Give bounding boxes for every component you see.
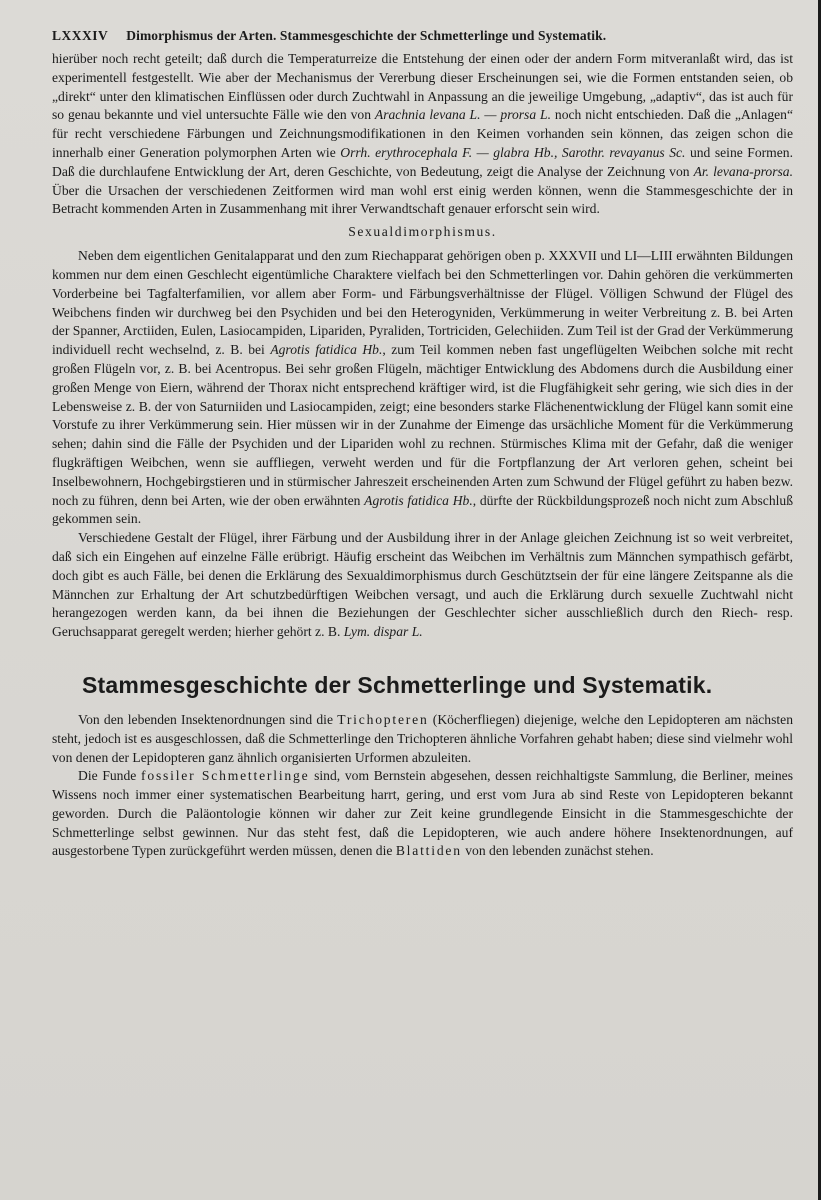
paragraph-5: [52, 767, 793, 861]
paragraph-3: [52, 529, 793, 642]
text-run: , dürfte der Rückbildungsprozeß noch nicht zum Abschluß gekommen sein.: [52, 492, 793, 527]
chapter-heading: Stammesgeschichte der Schmetterlinge und Systematik.: [82, 671, 713, 698]
text-run: (Köcherfliegen) diejenige, welche den Lepidopteren am nächsten steht, jedoch ist es ausgeschlossen, daß die Schmetterlinge den Trichopteren ähnliche Vorfahren gehabt haben; diese sind vielmehr wohl von denen der Lepidopteren ganz ähnlich organisierten Urformen abzuleiten.: [52, 711, 793, 765]
text-run: Über die Ursachen der verschiedenen Zeitformen wird man wohl erst einig werden können, wenn die Stammesgeschichte der in Betracht kommenden Arten in Zusammenhang mit ihrer Verwandtschaft genauer erforscht sein wird.: [52, 182, 793, 217]
paragraph-2: [52, 247, 793, 529]
section-heading: Sexualdimorphismus.: [348, 224, 497, 240]
emphasized-term: Blattiden: [395, 843, 462, 859]
emphasized-term: fossiler Schmetterlinge: [141, 768, 310, 784]
running-head: [52, 28, 793, 44]
species-name: Arachnia levana L. — prorsa L.: [374, 107, 552, 123]
paragraph-4: [52, 711, 793, 767]
text-run: Neben dem eigentlichen Genitalapparat und den zum Riechapparat gehörigen oben p. XXXVII und LI—LIII erwähnten Bildungen kommen nur dem einen Geschlecht eigentümliche Charaktere vielfach bei den Schmetterlingen vor. Dahin gehören die verkümmerten Vorderbeine bei Tagfalterfamilien, vor allem aber Form- und Färbungsverhältnisse der Flügel. Völligen Schwund der Flügel des Weibchens finden wir durchweg bei den Psychiden und bei den Heterogyniden, Verkümmerung in weiter Verbreitung z. B. bei Arten der Spanner, Arctiiden, Eulen, Lasiocampiden, Lipariden, Pyraliden, Tortriciden, Gelechiiden. Zum Teil ist der Grad der Verkümmerung individuell recht wechselnd, z. B. bei: [52, 248, 793, 358]
text-run: , zum Teil kommen neben fast ungeflügelten Weibchen solche mit recht großen Flügeln vor, z. B. bei Acentropus. Bei sehr großen Flügeln, mächtiger Entwicklung des Abdomens durch die Ausbildung einer großen Menge von Eiern, während der Thorax nicht entsprechend kräftiger wird, ist die Flugfähigkeit sehr gering, wie sich dies in der Lebensweise z. B. der von Saturniiden und Lasiocampiden, zeigt; eine besonders starke Flächenentwicklung der Flügel kann somit eine Vorstufe zu ihrer Verkümmerung sein. Hier müssen wir in der Zunahme der Eimenge das ursächliche Moment für die Verkümmerung sehen; dahin sind die Fälle der Psychiden und der Lipariden wohl zu rechnen. Stürmisches Klima mit der Gefahr, daß die weniger flugkräftigen Weibchen, wenn sie auffliegen, verweht werden und für die Fortpflanzung der Art verloren gehen, scheint bei Inselbewohnern, Hochgebirgstieren und in stürmischer Jahreszeit erscheinenden Arten zum Schwund der Flügel geführt zu haben bezw. noch zu führen, denn bei Arten, wie der oben erwähnten: [52, 342, 793, 508]
species-name: Ar. levana-prorsa.: [693, 163, 793, 179]
species-name: Lym. dispar L.: [343, 624, 423, 640]
species-name: Agrotis fatidica Hb.: [270, 342, 383, 358]
text-run: hierüber noch recht geteilt; daß durch die Temperaturreize die Entstehung der einen oder der andern Form mitveranlaßt wird, das ist experimentell festgestellt. Wie aber der Mechanismus der Vererbung dieser Erscheinungen sei, wie die Formen entstanden seien, ob „direkt“ unter den klimatischen Einflüssen oder durch Zuchtwahl in Anpassung an die jeweilige Umgebung, „adaptiv“, das ist auch für so genau bekannte und viel untersuchte Fälle wie den von: [52, 51, 793, 123]
text-run: Von den lebenden Insektenordnungen sind die: [78, 711, 338, 727]
species-name: Agrotis fatidica Hb.: [364, 492, 473, 508]
page-number: LXXXIV: [52, 28, 109, 43]
emphasized-term: Trichopteren: [337, 711, 429, 727]
running-title: Dimorphismus der Arten. Stammesgeschichte der Schmetterlinge und Systematik.: [126, 28, 607, 43]
text-run: sind, vom Bernstein abgesehen, dessen reichhaltigste Sammlung, die Berliner, meines Wissens noch immer einer systematischen Bearbeitung harrt, gering, und erst vom Jura ab sind Reste von Lepidopteren bekannt geworden. Durch die Paläontologie können wir daher zur Zeit keine grundlegende Einsicht in die Stammesgeschichte der Schmetterlinge selbst gewinnen. Nur das steht fest, daß die Lepidopteren, wie auch andere höhere Insektenordnungen, auf ausgestorbene Typen zurückgeführt werden müssen, denen die: [52, 768, 793, 859]
text-run: und seine Formen. Daß die durchlaufene Entwicklung der Art, deren Geschichte, von Bedeutung, zeigt die Analyse der Zeichnung von: [52, 144, 793, 179]
text-run: Verschiedene Gestalt der Flügel, ihrer Färbung und der Ausbildung ihrer in der Anlage gleichen Zeichnung ist so weit verbreitet, daß sich ein Eingehen auf einzelne Fälle erübrigt. Häufig erscheint das Weibchen im Verhältnis zum Männchen sympathisch gefärbt, doch gibt es auch Fälle, bei denen die Erklärung des Sexualdimorphismus durch Geschütztsein der für eine längere Zeitspanne als die Männchen zur Erhaltung der Art schutzbedürftigen Weibchen versagt, und auch die Erklärung durch sexuelle Zuchtwahl nicht herangezogen werden kann, da bei ihnen die Beziehungen der Geschlechter sicher ausschließlich durch den Riech- resp. Geruchsapparat geregelt werden; hierher gehört z. B.: [52, 530, 793, 640]
text-run: von den lebenden zunächst stehen.: [461, 843, 654, 859]
paragraph-1: [52, 50, 793, 219]
text-run: noch nicht entschieden. Daß die „Anlagen“ für recht verschiedene Färbungen und Zeichnungsmodifikationen in den Keimen vorhanden sein können, das zeigen schon die innerhalb einer Generation polymorphen Arten wie: [52, 107, 793, 160]
species-name: Orrh. erythrocephala F. — glabra Hb., Sarothr. revayanus Sc.: [340, 144, 686, 160]
text-run: Die Funde: [78, 768, 142, 784]
